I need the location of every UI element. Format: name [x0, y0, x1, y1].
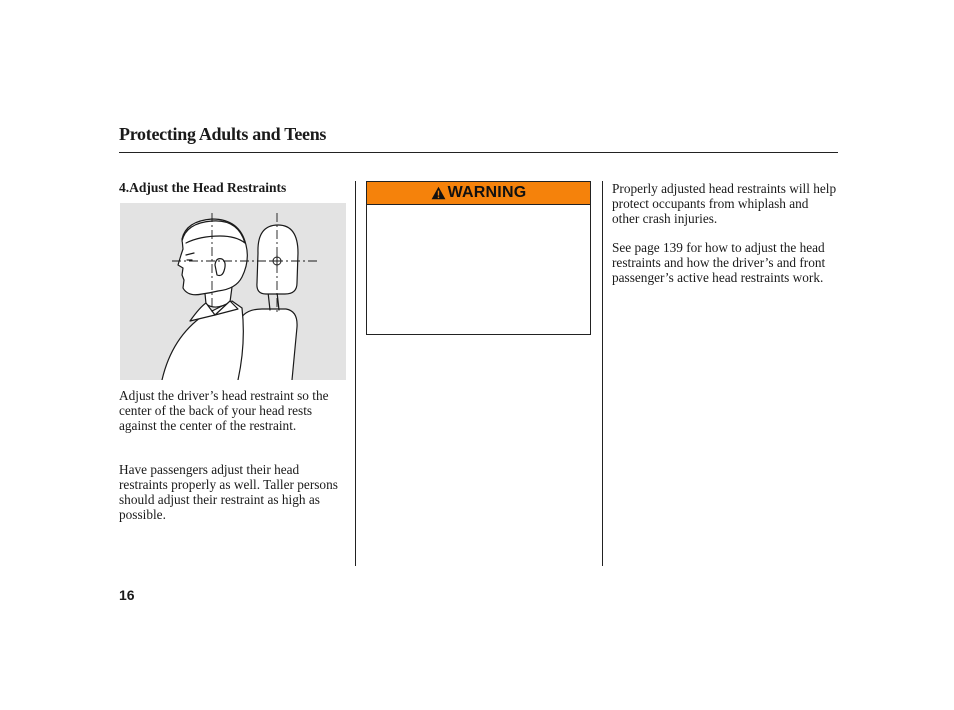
- column-divider-right: [602, 181, 603, 566]
- column-divider-left: [355, 181, 356, 566]
- warning-label: WARNING: [447, 184, 527, 201]
- paragraph-passengers-adjust: Have passengers adjust their head restraints properly as well. Taller persons should adjust their restraint as high as possible.: [119, 462, 338, 522]
- paragraph-driver-adjust: Adjust the driver’s head restraint so the center of the back of your head rests against the center of the restraint.: [119, 388, 329, 433]
- page-title: Protecting Adults and Teens: [119, 124, 327, 144]
- warning-box: [366, 181, 591, 335]
- page-number: 16: [119, 587, 135, 603]
- head-restraint-illustration: [120, 203, 346, 380]
- warning-triangle-icon: [431, 186, 446, 200]
- title-divider: [119, 152, 838, 153]
- head-restraint-figure: [120, 203, 346, 380]
- warning-banner: [367, 182, 590, 205]
- paragraph-see-page: See page 139 for how to adjust the head restraints and how the driver’s and front passenger’s active head restraints work.: [612, 240, 826, 285]
- paragraph-whiplash: Properly adjusted head restraints will help protect occupants from whiplash and other crash injuries.: [612, 181, 837, 226]
- section-heading: 4.Adjust the Head Restraints: [119, 180, 287, 195]
